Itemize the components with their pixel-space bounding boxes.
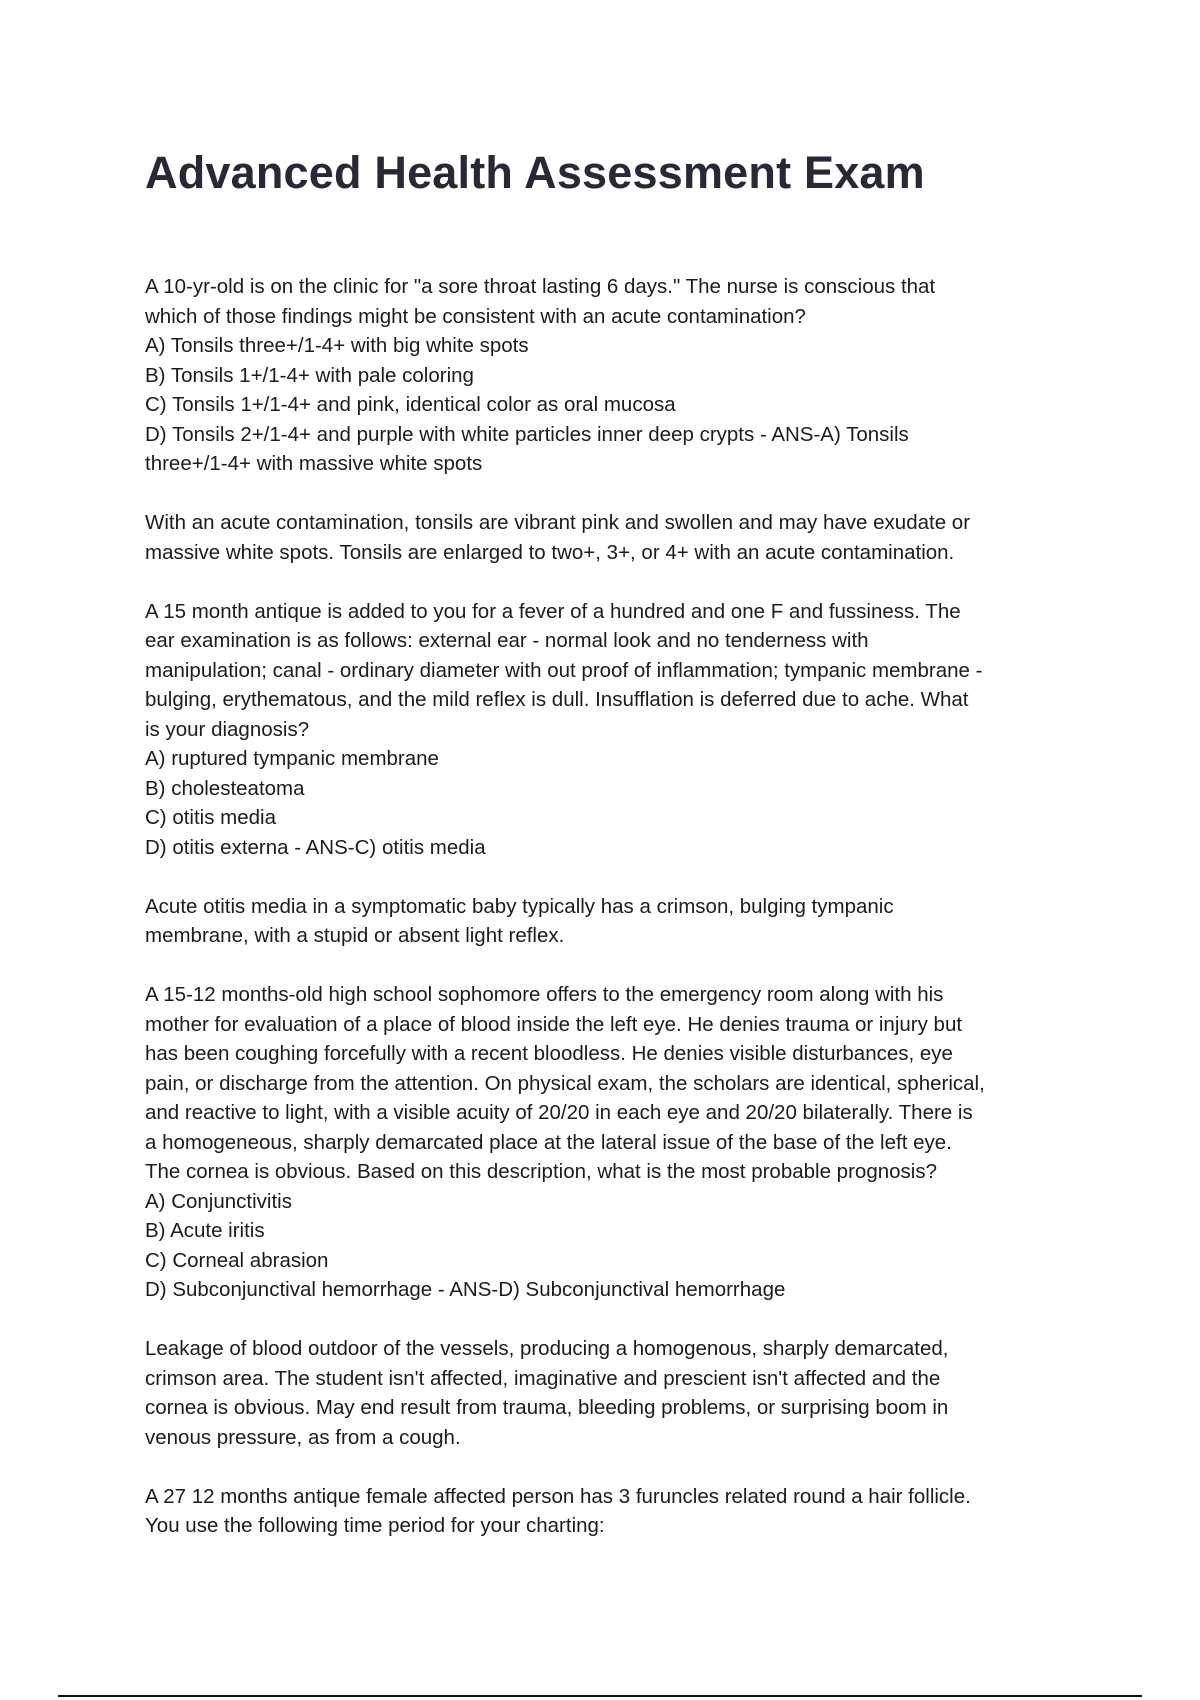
text-line: With an acute contamination, tonsils are vibrant pink and swollen and may have exudate or [145,511,971,534]
paragraph [145,508,1075,567]
paragraph [145,892,1075,951]
paragraph [145,272,1075,479]
text-line: crimson area. The student isn't affected, imaginative and prescient isn't affected and the [145,1366,941,1390]
rationale-block-tonsils [145,508,1075,567]
answer-option: C) otitis media [145,806,277,829]
answer-option: A) Tonsils three+/1-4+ with big white spots [145,334,529,357]
paragraph [145,597,1075,863]
text-line: A 27 12 months antique female affected person has 3 furuncles related round a hair follicle. [145,1484,971,1508]
paragraph [145,1482,1075,1541]
answer-option: C) Tonsils 1+/1-4+ and pink, identical color as oral mucosa [145,393,676,416]
text-line: The cornea is obvious. Based on this description, what is the most probable prognosis? [145,1160,937,1183]
text-line: mother for evaluation of a place of blood inside the left eye. He denies trauma or injury but [145,1012,963,1036]
answer-option: D) Subconjunctival hemorrhage - ANS-D) Subconjunctival hemorrhage [145,1278,786,1301]
text-line: cornea is obvious. May end result from trauma, bleeding problems, or surprising boom in [145,1396,949,1419]
text-line: ear examination is as follows: external ear - normal look and no tenderness with [145,629,869,652]
rationale-block-ear [145,892,1075,951]
text-line: has been coughing forcefully with a recent bloodless. He denies visible disturbances, eye [145,1042,953,1065]
text-line: massive white spots. Tonsils are enlarged to two+, 3+, or 4+ with an acute contamination. [145,540,955,564]
text-line: pain, or discharge from the attention. On physical exam, the scholars are identical, spherical, [145,1071,985,1095]
answer-option: A) Conjunctivitis [145,1189,292,1213]
question-block-eye [145,980,1075,1305]
question-block-tonsils [145,272,1075,479]
page-title: Advanced Health Assessment Exam [145,147,925,198]
text-line: membrane, with a stupid or absent light reflex. [145,924,565,947]
question-block-ear [145,597,1075,863]
text-line: manipulation; canal - ordinary diameter with out proof of inflammation; tympanic membrane - [145,658,983,682]
text-line: Leakage of blood outdoor of the vessels, producing a homogenous, sharply demarcated, [145,1337,949,1360]
paragraph [145,980,1075,1305]
question-block-furuncles [145,1482,1075,1541]
answer-option: B) Tonsils 1+/1-4+ with pale coloring [145,363,474,387]
answer-option: D) otitis externa - ANS-C) otitis media [145,835,486,859]
text-line: A 15-12 months-old high school sophomore offers to the emergency room along with his [145,983,944,1006]
paragraph [145,1334,1075,1452]
answer-option: B) cholesteatoma [145,776,305,800]
text-line: a homogeneous, sharply demarcated place at the lateral issue of the base of the left eye. [145,1130,952,1154]
answer-line: three+/1-4+ with massive white spots [145,452,483,475]
text-line: You use the following time period for your charting: [145,1514,605,1537]
text-line: which of those findings might be consistent with an acute contamination? [145,304,806,328]
answer-option: C) Corneal abrasion [145,1248,329,1272]
text-line: A 10-yr-old is on the clinic for "a sore throat lasting 6 days." The nurse is conscious that [145,275,936,298]
document-body [145,272,1075,1570]
text-line: A 15 month antique is added to you for a fever of a hundred and one F and fussiness. The [145,599,961,623]
answer-option: A) ruptured tympanic membrane [145,747,439,770]
rationale-block-eye [145,1334,1075,1452]
text-line: and reactive to light, with a visible acuity of 20/20 in each eye and 20/20 bilaterally. There is [145,1101,973,1124]
footer-divider [58,1695,1142,1697]
text-line: Acute otitis media in a symptomatic baby typically has a crimson, bulging tympanic [145,894,894,918]
text-line: is your diagnosis? [145,717,310,741]
answer-option: D) Tonsils 2+/1-4+ and purple with white particles inner deep crypts - ANS-A) Tonsils [145,422,909,446]
answer-option: B) Acute iritis [145,1219,265,1242]
text-line: venous pressure, as from a cough. [145,1425,461,1449]
text-line: bulging, erythematous, and the mild reflex is dull. Insufflation is deferred due to ache. What [145,688,969,711]
